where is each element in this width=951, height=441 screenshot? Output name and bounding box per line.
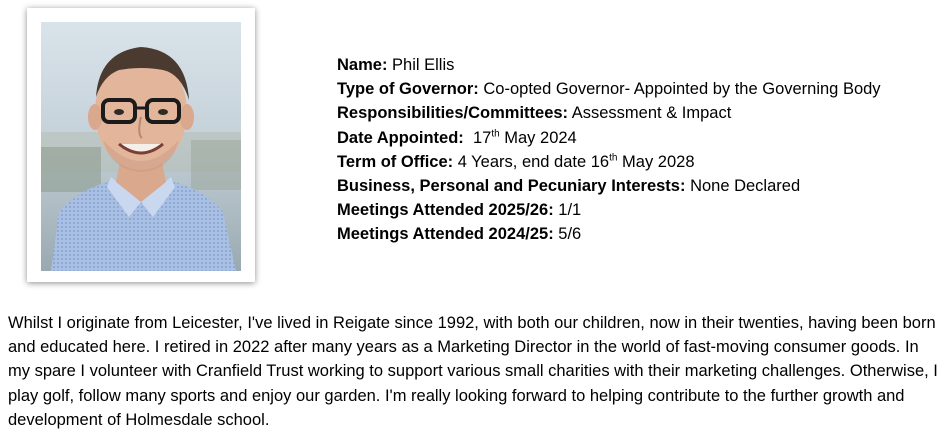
responsibilities-label: Responsibilities/Committees:: [337, 104, 569, 123]
date-appointed-row: [337, 126, 881, 150]
interests-row: [337, 174, 881, 198]
term-suffix: th: [609, 152, 618, 164]
interests-value: None Declared: [690, 177, 801, 196]
type-row: [337, 77, 881, 101]
type-value: Co-opted Governor- Appointed by the Governing Body: [483, 80, 881, 99]
type-label: Type of Governor:: [337, 80, 479, 99]
date-appointed-label: Date Appointed:: [337, 128, 464, 147]
term-prefix: 4 Years, end date 16: [457, 152, 610, 171]
term-rest: May 2028: [622, 152, 695, 171]
date-appointed-suffix: th: [491, 128, 500, 140]
responsibilities-row: [337, 101, 881, 125]
meetings-2024-25-label: Meetings Attended 2024/25:: [337, 225, 554, 244]
meetings-2025-26-value: 1/1: [558, 201, 582, 220]
name-label: Name:: [337, 56, 388, 74]
term-label: Term of Office:: [337, 152, 454, 171]
responsibilities-value: Assessment & Impact: [571, 104, 732, 123]
portrait-photo: [41, 22, 241, 271]
name-row: [337, 53, 881, 77]
date-appointed-day: 17: [472, 128, 492, 147]
meetings-2025-26-label: Meetings Attended 2025/26:: [337, 201, 554, 220]
date-appointed-rest: May 2024: [504, 128, 577, 147]
meetings-2025-26-row: [337, 198, 881, 222]
portrait-image: [41, 22, 241, 271]
interests-label: Business, Personal and Pecuniary Interests:: [337, 177, 686, 196]
portrait-frame: [27, 8, 255, 282]
biography-paragraph: Whilst I originate from Leicester, I've lived in Reigate since 1992, with both our children, now in their twenties, having been born and educated here. I retired in 2022 after many years as a Marketing Director in the world of fast-moving consumer goods. In my spare I volunteer with Cranfield Trust working to support various small charities with their marketing challenges. Otherwise, I play golf, follow many sports and enjoy our garden. I'm really looking forward to helping contribute to the further growth and development of Holmesdale school.: [8, 314, 938, 429]
name-value: Phil Ellis: [392, 56, 455, 74]
meetings-2024-25-row: [337, 222, 881, 246]
term-row: [337, 150, 881, 174]
meetings-2024-25-value: 5/6: [558, 225, 582, 244]
governor-details: [337, 53, 881, 247]
